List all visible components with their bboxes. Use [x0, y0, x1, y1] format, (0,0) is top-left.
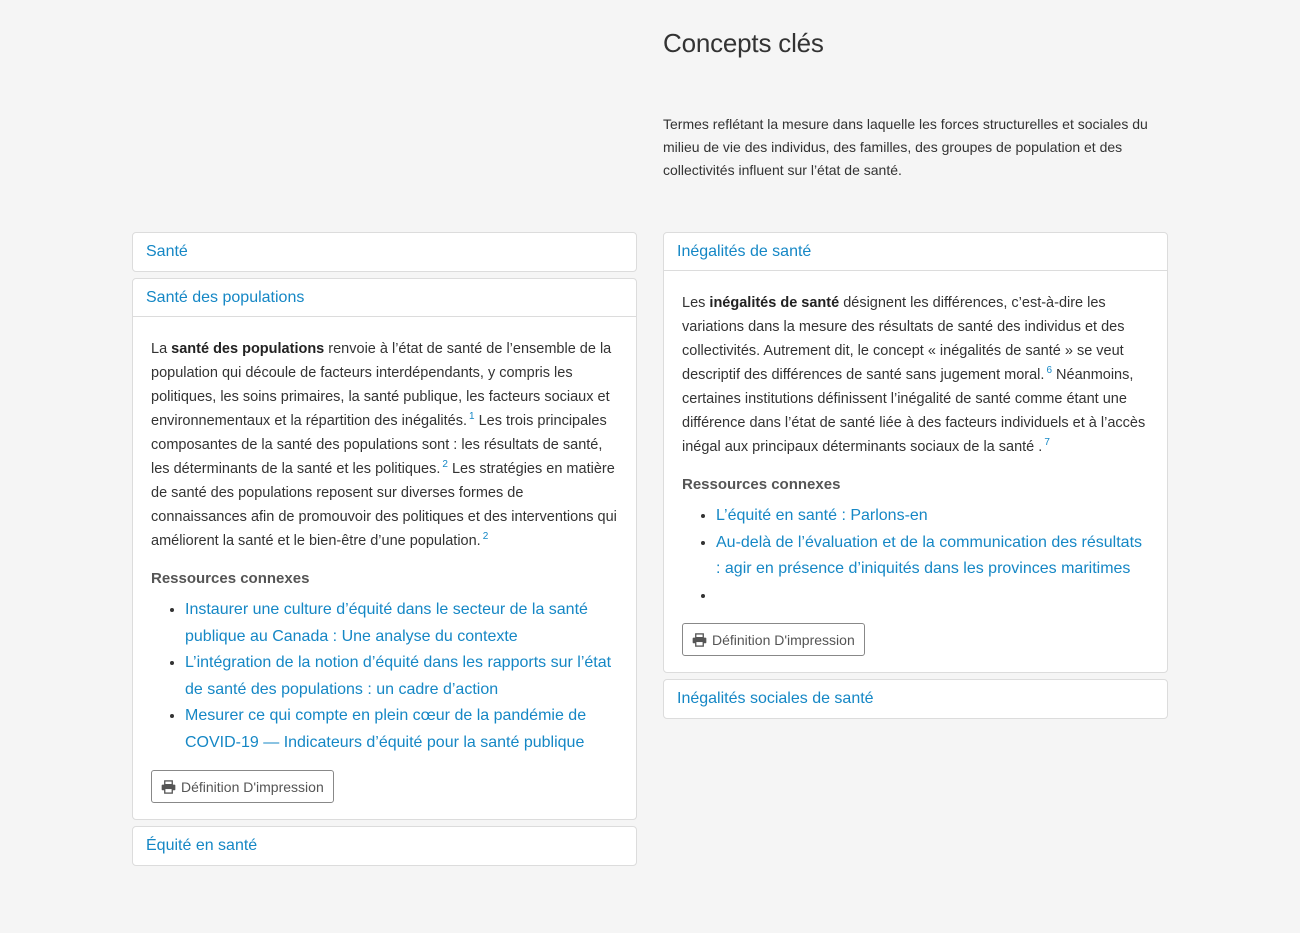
- list-item: [716, 530, 1149, 583]
- footnote-link[interactable]: 2: [482, 531, 489, 542]
- panel-body-inegalites-de-sante: [664, 271, 1167, 672]
- list-item-empty: [716, 583, 1149, 610]
- definition-text: Les inégalités de santé désignent les différences, c’est-à-dire les variations dans la mesure des résultats de santé des individus et des collectivités. Autrement dit, le concept « inégalités de santé » se veut descriptif des différences de santé sans jugement moral. $^6$ Néanmoins, certaines institutions définissent l’inégalité de santé comme étant une différence dans l’état de santé liée à des facteurs individuels et à l’accès inégal aux principaux déterminants sociaux de la santé . $^7$: [682, 295, 1146, 455]
- page-title: Concepts clés: [663, 28, 824, 58]
- resource-link[interactable]: Au-delà de l’évaluation et de la communication des résultats : agir en présence d’iniquités dans les provinces maritimes: [716, 533, 1143, 577]
- panel-body-sante-des-populations: [133, 317, 636, 819]
- list-item: [185, 650, 618, 703]
- right-accordion: [663, 232, 1168, 725]
- printer-icon: [161, 780, 176, 794]
- footnote-link[interactable]: 2: [442, 459, 448, 470]
- print-button-label: Définition D'impression: [712, 631, 855, 648]
- print-button-label: Définition D'impression: [181, 778, 324, 795]
- panel-heading-inegalites-sociales-de-sante[interactable]: Inégalités sociales de santé: [677, 690, 874, 707]
- page-intro: Termes reflétant la mesure dans laquelle les forces structurelles et sociales du milieu de vie des individus, des familles, des groupes de population et des collectivités influent sur l’état de santé.: [663, 116, 1148, 178]
- related-resources-title: Ressources connexes: [151, 570, 310, 587]
- left-accordion: [132, 232, 637, 872]
- page-header: [663, 28, 1173, 59]
- resource-link[interactable]: Instaurer une culture d’équité dans le secteur de la santé publique au Canada : Une analyse du contexte: [185, 601, 588, 645]
- panel-inegalites-de-sante: [663, 232, 1168, 673]
- resource-link[interactable]: L’équité en santé : Parlons-en: [716, 507, 928, 524]
- list-item: [716, 503, 1149, 530]
- panel-inegalites-sociales-de-sante: [663, 679, 1168, 719]
- resource-link[interactable]: Mesurer ce qui compte en plein cœur de la pandémie de COVID-19 — Indicateurs d’équité pour la santé publique: [185, 707, 587, 751]
- related-resources-title: Ressources connexes: [682, 476, 841, 493]
- footnote-link[interactable]: 6: [1046, 365, 1052, 376]
- panel-heading-sante[interactable]: Santé: [146, 243, 188, 260]
- panel-heading-sante-des-populations[interactable]: Santé des populations: [133, 279, 636, 317]
- defined-term: santé des populations: [171, 341, 325, 357]
- footnote-link[interactable]: 1: [468, 411, 475, 422]
- resource-link[interactable]: L’intégration de la notion d’équité dans les rapports sur l’état de santé des populations : un cadre d’action: [185, 654, 612, 698]
- list-item: [185, 703, 618, 756]
- panel-sante: [132, 232, 637, 272]
- panel-heading-equite-en-sante[interactable]: Équité en santé: [146, 837, 258, 854]
- panel-heading-inegalites-de-sante[interactable]: Inégalités de santé: [664, 233, 1167, 271]
- panel-equite-en-sante: [132, 826, 637, 866]
- list-item: [185, 597, 618, 650]
- footnote-link[interactable]: 7: [1044, 437, 1050, 448]
- related-resources-list: [151, 597, 618, 756]
- definition-text: La santé des populations renvoie à l’état de santé de l’ensemble de la population qui découle de facteurs interdépendants, y compris les politiques, les soins primaires, la santé publique, les facteurs sociaux et environnementaux et la répartition des inégalités. $^1$ Les trois principales composantes de la santé des populations sont : les résultats de santé, les déterminants de la santé et les politiques. $^2$ Les stratégies en matière de santé des populations reposent sur diverses formes de connaissances afin de promouvoir des politiques et des interventions qui améliorent la santé et le bien-être d’une population. $^2$: [151, 341, 617, 549]
- printer-icon: [692, 633, 707, 647]
- print-definition-button[interactable]: [682, 623, 865, 656]
- print-definition-button[interactable]: [151, 770, 334, 803]
- defined-term: inégalités de santé: [709, 295, 840, 311]
- related-resources-list: [682, 503, 1149, 609]
- panel-sante-des-populations: [132, 278, 637, 820]
